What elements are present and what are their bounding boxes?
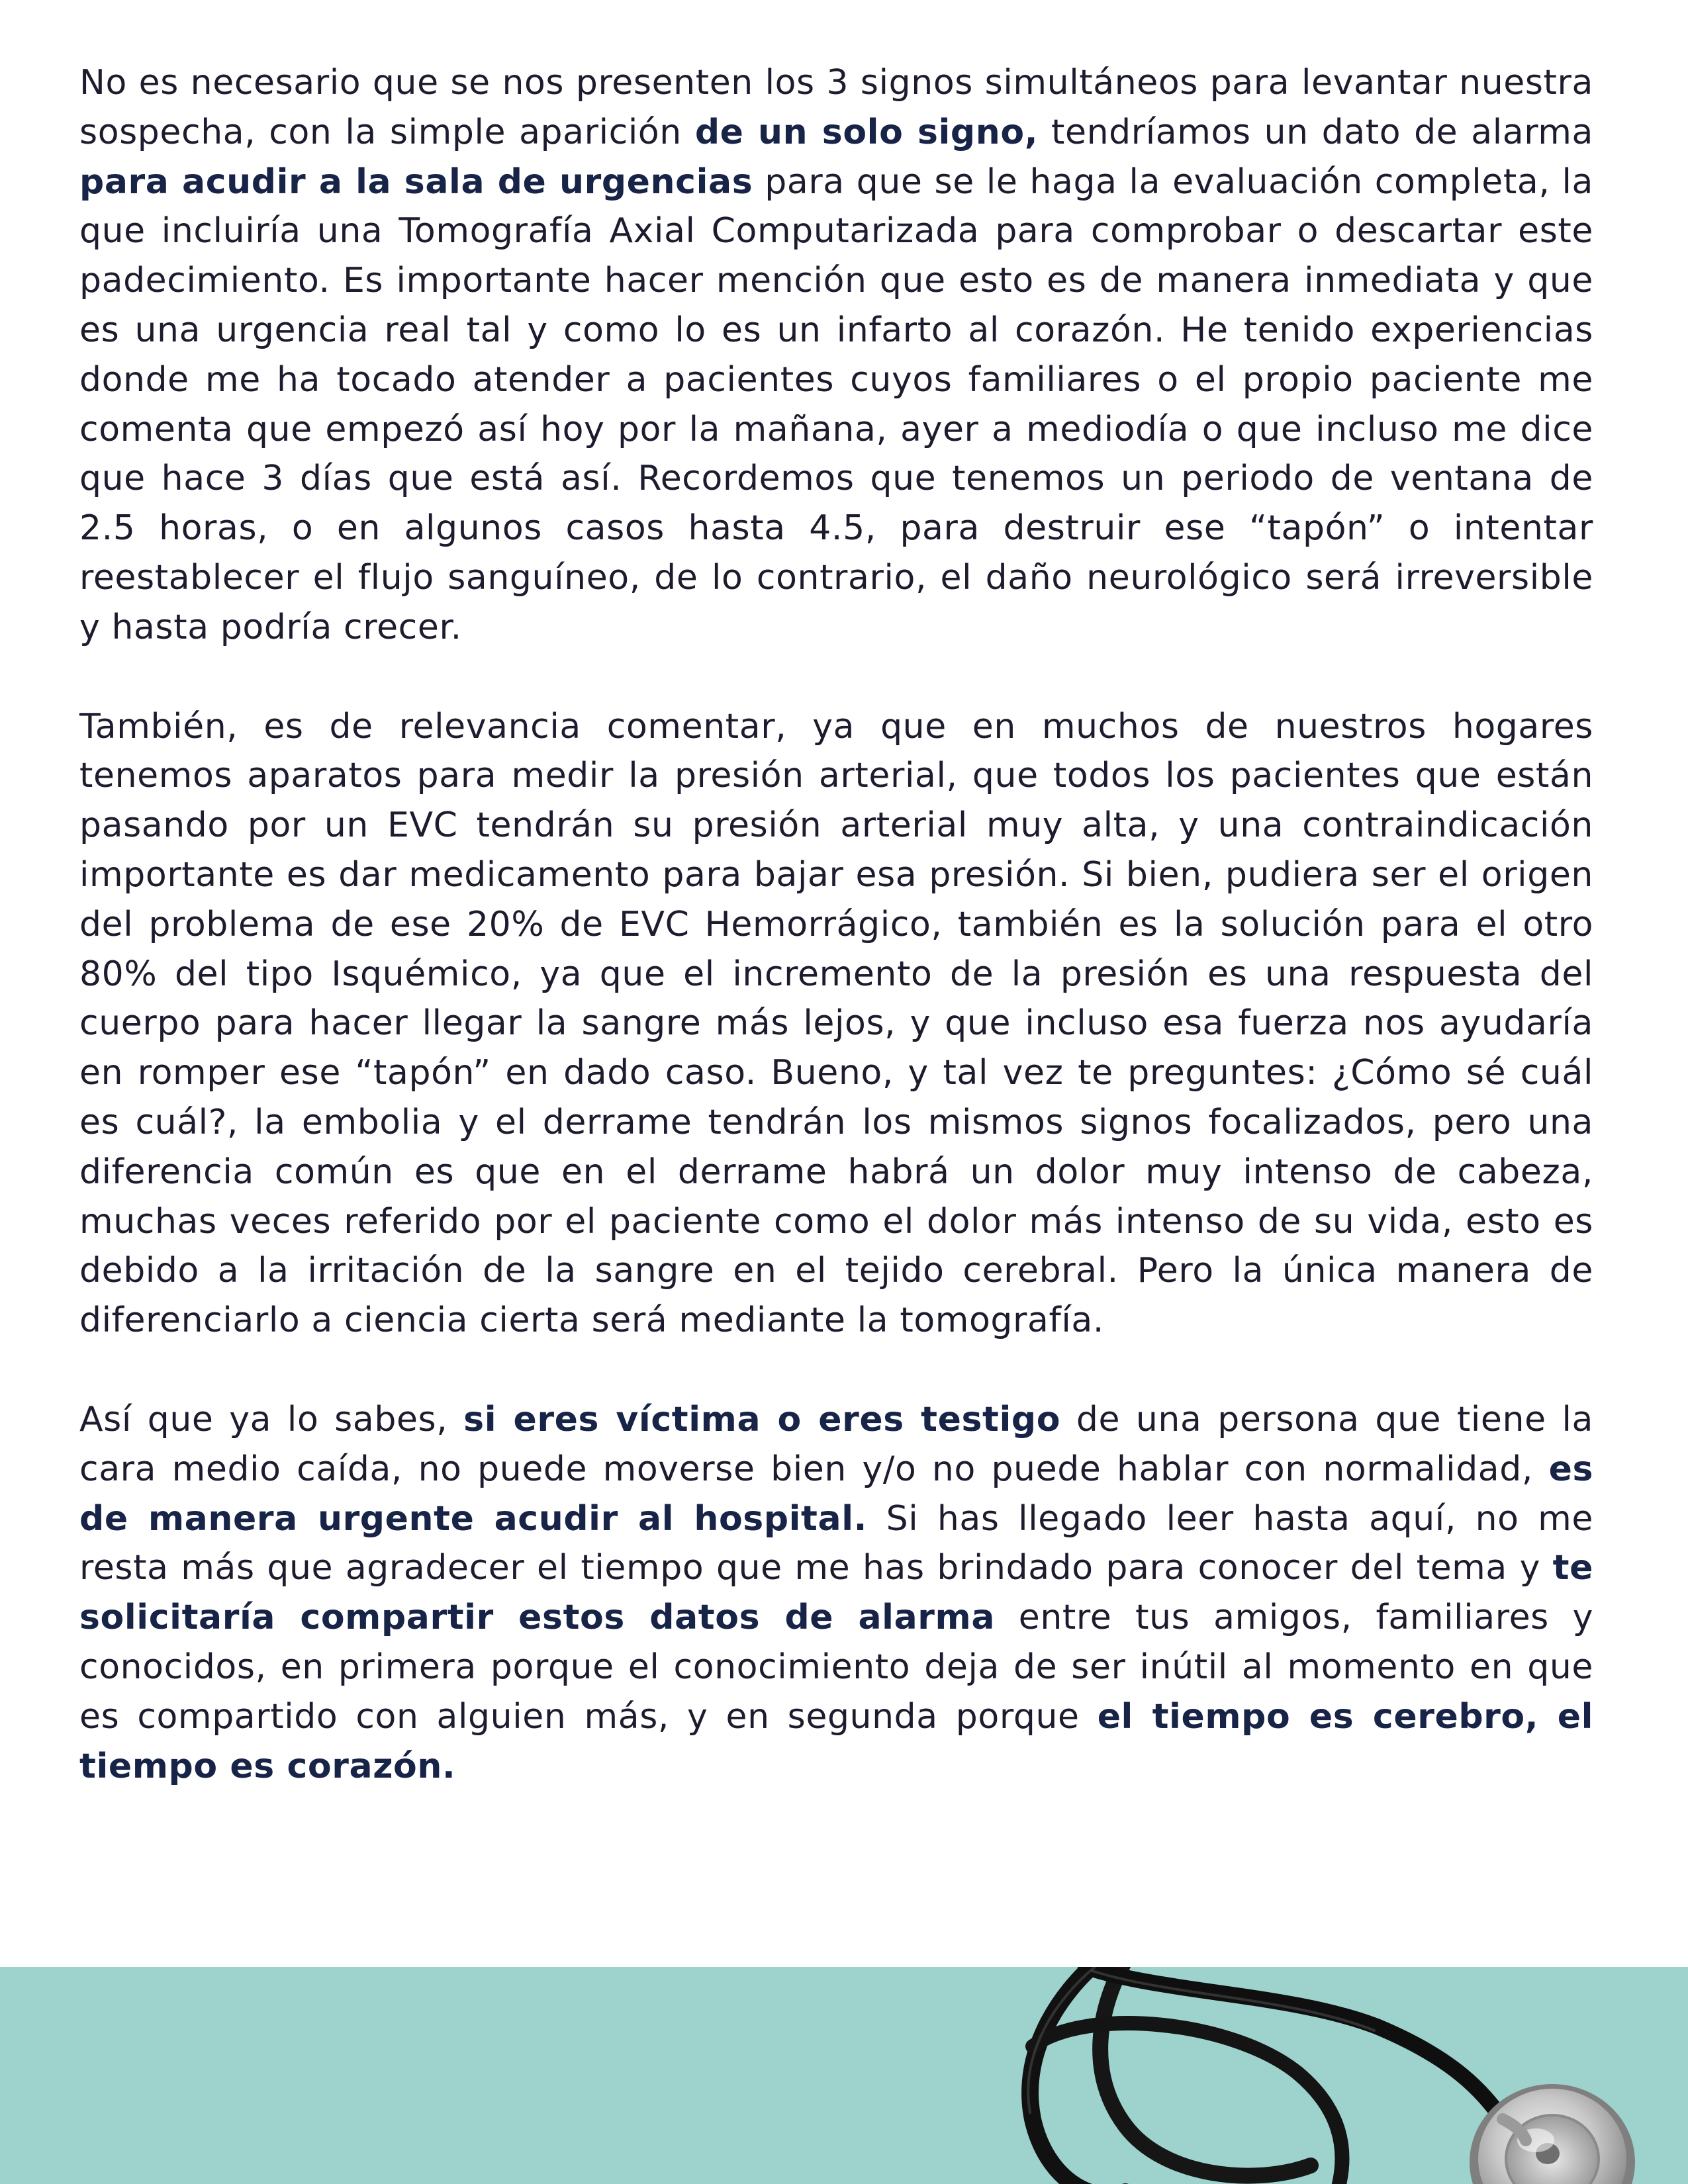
text-run: Así que ya lo sabes, (79, 1399, 464, 1439)
bold-text-run: el tiempo es cerebro, el tiempo es corazón. (79, 1696, 1593, 1786)
paragraph-3 (79, 1395, 1593, 1791)
text-run: Si has llegado leer hasta aquí, no me resta más que agradecer el tiempo que me has brindado para conocer del tema y (79, 1498, 1593, 1588)
text-run: de una persona que tiene la cara medio caída, no puede moverse bien y/o no puede hablar con normalidad, (79, 1399, 1593, 1489)
article-body (79, 58, 1593, 1841)
stethoscope-icon (0, 1967, 1688, 2184)
paragraph-2 (79, 702, 1593, 1345)
bold-text-run: es de manera urgente acudir al hospital. (79, 1449, 1593, 1539)
bold-text-run: si eres víctima o eres testigo (463, 1399, 1061, 1439)
footer-banner (0, 1967, 1688, 2184)
text-run: entre tus amigos, familiares y conocidos, en primera porque el conocimiento deja de ser inútil al momento en que es compartido con alguien más, y en segunda porque (79, 1598, 1593, 1737)
text-run: tendríamos un dato de alarma (1038, 112, 1593, 152)
text-run: para que se le haga la evaluación completa, la que incluiría una Tomografía Axial Computarizada para comprobar o descartar este padecimiento. Es importante hacer mención que esto es de manera inmediata y que es una urgencia real tal y como lo es un infarto al corazón. He tenido experiencias donde me ha tocado atender a pacientes cuyos familiares o el propio paciente me comenta que empezó así hoy por la mañana, ayer a mediodía o que incluso me dice que hace 3 días que está así. Recordemos que tenemos un periodo de ventana de 2.5 horas, o en algunos casos hasta 4.5, para destruir ese “tapón” o intentar reestablecer el flujo sanguíneo, de lo contrario, el daño neurológico será irreversible y hasta podría crecer. (79, 161, 1593, 647)
bold-text-run: te solicitaría compartir estos datos de alarma (79, 1548, 1593, 1638)
text-run: No es necesario que se nos presenten los 3 signos simultáneos para levantar nuestra sospecha, con la simple aparición (79, 63, 1593, 152)
paragraph-1 (79, 58, 1593, 653)
text-run: También, es de relevancia comentar, ya que en muchos de nuestros hogares tenemos aparatos para medir la presión arterial, que todos los pacientes que están pasando por un EVC tendrán su presión arterial muy alta, y una contraindicación importante es dar medicamento para bajar esa presión. Si bien, pudiera ser el origen del problema de ese 20% de EVC Hemorrágico, también es la solución para el otro 80% del tipo Isquémico, ya que el incremento de la presión es una respuesta del cuerpo para hacer llegar la sangre más lejos, y que incluso esa fuerza nos ayudaría en romper ese “tapón” en dado caso. Bueno, y tal vez te preguntes: ¿Cómo sé cuál es cuál?, la embolia y el derrame tendrán los mismos signos focalizados, pero una diferencia común es que en el derrame habrá un dolor muy intenso de cabeza, muchas veces referido por el paciente como el dolor más intenso de su vida, esto es debido a la irritación de la sangre en el tejido cerebral. Pero la única manera de diferenciarlo a ciencia cierta será mediante la tomografía. (79, 706, 1593, 1341)
bold-text-run: de un solo signo, (694, 112, 1039, 152)
bold-text-run: para acudir a la sala de urgencias (79, 161, 753, 202)
